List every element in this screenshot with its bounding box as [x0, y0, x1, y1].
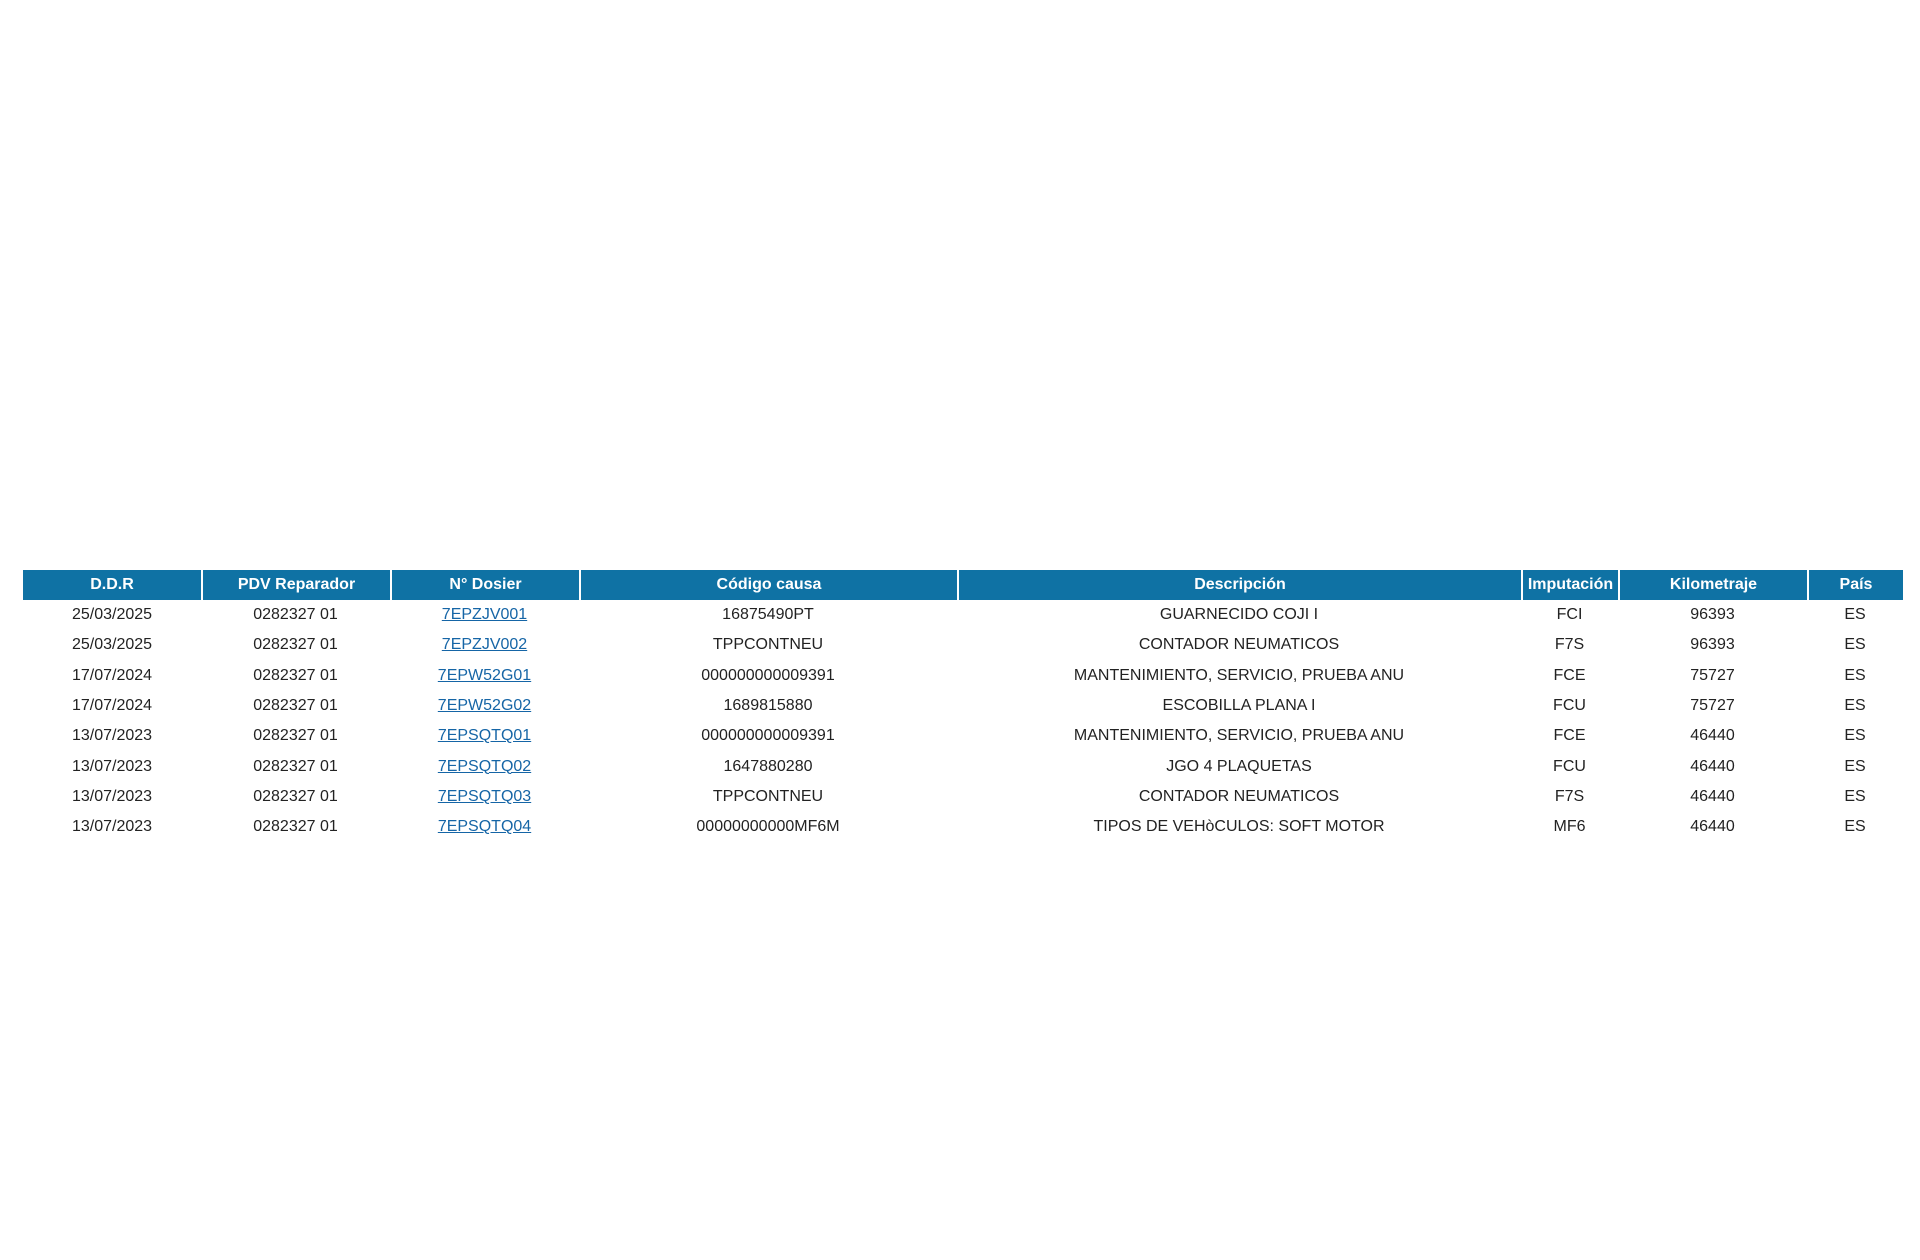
- cell-descripcion: TIPOS DE VEHòCULOS: SOFT MOTOR: [1093, 818, 1385, 836]
- table-row: [23, 751, 1903, 781]
- cell-descripcion: CONTADOR NEUMATICOS: [1138, 636, 1340, 654]
- table-row: [23, 721, 1903, 751]
- cell-pais: ES: [1844, 787, 1866, 805]
- cell-pdv-reparador: 0282327 01: [253, 636, 338, 654]
- table-body: [23, 600, 1903, 842]
- cell-descripcion: GUARNECIDO COJI I: [1159, 606, 1319, 624]
- cell-kilometraje: 46440: [1690, 787, 1735, 805]
- cell-n-dosier: [390, 691, 579, 721]
- cell-codigo-causa: 00000000000MF6M: [696, 818, 840, 836]
- table-header: [23, 570, 1903, 600]
- cell-pdv-reparador: 0282327 01: [253, 757, 338, 775]
- cell-n-dosier: [390, 751, 579, 781]
- cell-descripcion: ESCOBILLA PLANA I: [1162, 697, 1316, 715]
- dosier-link[interactable]: 7EPZJV001: [441, 606, 528, 624]
- repair-history-table-container: [23, 570, 1903, 842]
- dosier-link[interactable]: 7EPSQTQ02: [437, 757, 532, 775]
- cell-descripcion: JGO 4 PLAQUETAS: [1166, 757, 1312, 775]
- dosier-link[interactable]: 7EPSQTQ04: [437, 818, 532, 836]
- column-header-imputacion: Imputación: [1521, 570, 1618, 600]
- table-row: [23, 630, 1903, 660]
- cell-kilometraje: 46440: [1690, 757, 1735, 775]
- cell-n-dosier: [390, 600, 579, 630]
- cell-pdv-reparador: 0282327 01: [253, 697, 338, 715]
- cell-ddr: 25/03/2025: [71, 636, 153, 654]
- cell-pais: ES: [1844, 757, 1866, 775]
- cell-kilometraje: 96393: [1690, 636, 1735, 654]
- cell-codigo-causa: TPPCONTNEU: [712, 787, 824, 805]
- cell-pais: ES: [1844, 818, 1866, 836]
- cell-kilometraje: 46440: [1690, 818, 1735, 836]
- dosier-link[interactable]: 7EPW52G01: [437, 666, 532, 684]
- header-row: [23, 570, 1903, 600]
- cell-n-dosier: [390, 782, 579, 812]
- cell-pdv-reparador: 0282327 01: [253, 666, 338, 684]
- cell-ddr: 17/07/2024: [71, 666, 153, 684]
- cell-imputacion: FCU: [1553, 697, 1586, 715]
- table-row: [23, 600, 1903, 630]
- column-header-n-dosier: N° Dosier: [390, 570, 579, 600]
- cell-n-dosier: [390, 812, 579, 842]
- repair-history-table: [23, 570, 1903, 842]
- cell-ddr: 13/07/2023: [71, 787, 153, 805]
- cell-imputacion: FCE: [1553, 666, 1586, 684]
- cell-n-dosier: [390, 630, 579, 660]
- column-header-ddr: D.D.R: [23, 570, 201, 600]
- cell-descripcion: CONTADOR NEUMATICOS: [1138, 787, 1340, 805]
- cell-imputacion: MF6: [1553, 818, 1586, 836]
- table-row: [23, 782, 1903, 812]
- cell-codigo-causa: 16875490PT: [722, 606, 814, 624]
- table-row: [23, 691, 1903, 721]
- cell-pais: ES: [1844, 636, 1866, 654]
- dosier-link[interactable]: 7EPSQTQ03: [437, 787, 532, 805]
- column-header-codigo-causa: Código causa: [579, 570, 957, 600]
- table-row: [23, 812, 1903, 842]
- cell-codigo-causa: 000000000009391: [701, 727, 835, 745]
- dosier-link[interactable]: 7EPSQTQ01: [437, 727, 532, 745]
- cell-pais: ES: [1844, 727, 1866, 745]
- cell-imputacion: FCE: [1553, 727, 1586, 745]
- cell-imputacion: F7S: [1554, 636, 1585, 654]
- dosier-link[interactable]: 7EPW52G02: [437, 697, 532, 715]
- cell-n-dosier: [390, 721, 579, 751]
- cell-descripcion: MANTENIMIENTO, SERVICIO, PRUEBA ANU: [1073, 666, 1405, 684]
- cell-pdv-reparador: 0282327 01: [253, 606, 338, 624]
- cell-pais: ES: [1844, 697, 1866, 715]
- cell-codigo-causa: 1689815880: [723, 697, 813, 715]
- cell-kilometraje: 75727: [1690, 666, 1735, 684]
- cell-kilometraje: 75727: [1690, 697, 1735, 715]
- column-header-descripcion: Descripción: [957, 570, 1521, 600]
- cell-pais: ES: [1844, 606, 1866, 624]
- cell-pdv-reparador: 0282327 01: [253, 787, 338, 805]
- cell-ddr: 25/03/2025: [71, 606, 153, 624]
- cell-pdv-reparador: 0282327 01: [253, 818, 338, 836]
- cell-ddr: 17/07/2024: [71, 697, 153, 715]
- dosier-link[interactable]: 7EPZJV002: [441, 636, 528, 654]
- cell-descripcion: MANTENIMIENTO, SERVICIO, PRUEBA ANU: [1073, 727, 1405, 745]
- column-header-kilometraje: Kilometraje: [1618, 570, 1807, 600]
- cell-pdv-reparador: 0282327 01: [253, 727, 338, 745]
- cell-codigo-causa: 1647880280: [723, 757, 813, 775]
- cell-ddr: 13/07/2023: [71, 818, 153, 836]
- cell-imputacion: F7S: [1554, 787, 1585, 805]
- cell-pais: ES: [1844, 666, 1866, 684]
- cell-kilometraje: 46440: [1690, 727, 1735, 745]
- cell-n-dosier: [390, 661, 579, 691]
- table-row: [23, 661, 1903, 691]
- cell-imputacion: FCI: [1556, 606, 1583, 624]
- cell-ddr: 13/07/2023: [71, 727, 153, 745]
- column-header-pdv-reparador: PDV Reparador: [201, 570, 390, 600]
- cell-ddr: 13/07/2023: [71, 757, 153, 775]
- cell-codigo-causa: 000000000009391: [701, 666, 835, 684]
- cell-kilometraje: 96393: [1690, 606, 1735, 624]
- cell-codigo-causa: TPPCONTNEU: [712, 636, 824, 654]
- column-header-pais: País: [1807, 570, 1903, 600]
- cell-imputacion: FCU: [1553, 757, 1586, 775]
